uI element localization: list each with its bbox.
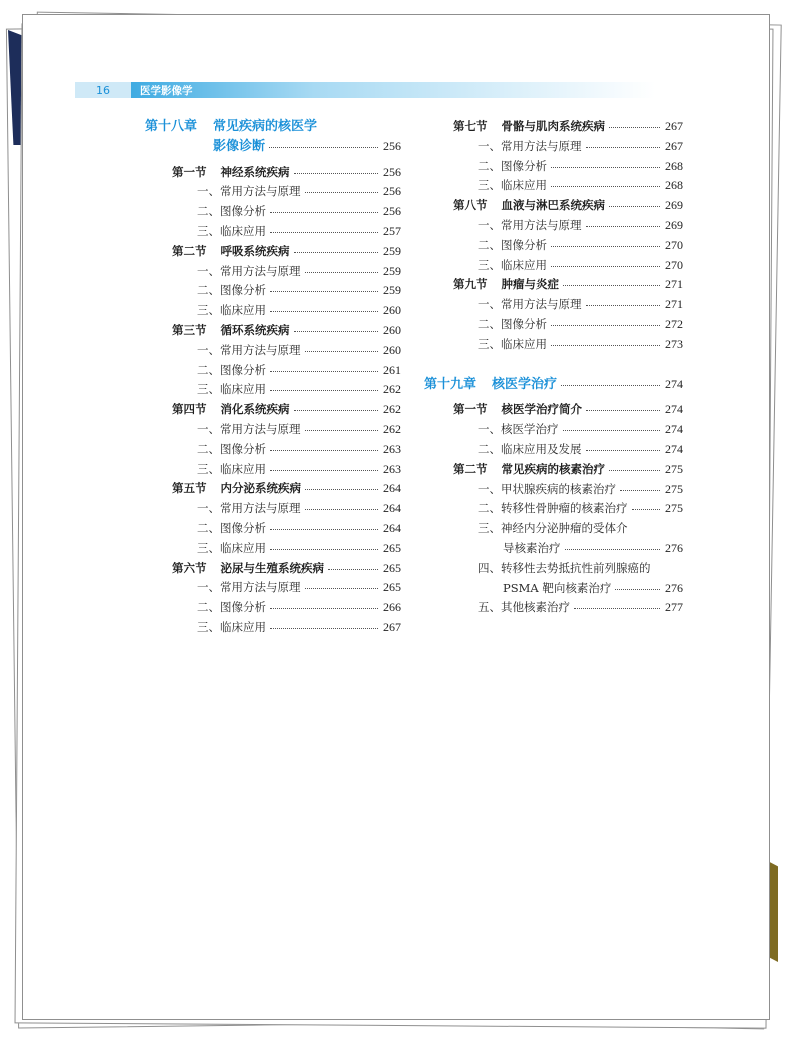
dot-leader (270, 549, 378, 550)
section-entry-number: 第五节 (172, 481, 207, 496)
page-reference: 256 (383, 138, 401, 153)
section-entry-title: 消化系统疾病 (220, 402, 290, 417)
book-title: 医学影像学 (140, 84, 193, 97)
section-entry-title: 泌尿与生殖系统疾病 (220, 560, 324, 575)
subsection-entry (424, 256, 683, 276)
dot-leader (632, 509, 661, 510)
page-reference: 267 (665, 138, 683, 153)
page-reference: 269 (665, 217, 683, 232)
subsection-entry-number: 一、 (197, 501, 220, 516)
subsection-entry-number: 一、 (478, 138, 501, 153)
dot-leader (586, 147, 661, 148)
section-entry-number: 第四节 (172, 402, 207, 417)
dot-leader (551, 266, 660, 267)
subsection-entry-number: 一、 (478, 297, 501, 312)
page-reference: 259 (383, 283, 401, 298)
page-reference: 264 (383, 501, 401, 516)
dot-leader (615, 589, 660, 590)
dot-leader (586, 305, 661, 306)
chapter-heading-continued-title: 影像诊断 (213, 138, 266, 154)
page-reference: 267 (383, 619, 401, 634)
page-reference: 260 (383, 303, 401, 318)
subsection-entry (145, 420, 401, 440)
section-entry-number: 第九节 (453, 277, 488, 292)
subsection-entry-title: 转移性骨肿瘤的核素治疗 (501, 501, 628, 516)
section-entry-number: 第七节 (453, 119, 488, 133)
section-entry (145, 479, 401, 499)
subsection-entry-title: 图像分析 (220, 283, 266, 298)
subsection-entry-continued (424, 539, 683, 559)
subsection-entry-title: 图像分析 (501, 237, 547, 252)
subsection-entry (145, 440, 401, 460)
dot-leader (328, 569, 378, 570)
page-reference: 270 (665, 257, 683, 272)
subsection-entry (145, 262, 401, 282)
subsection-entry-number: 一、 (197, 580, 220, 595)
page-reference: 257 (383, 223, 401, 238)
chapter-heading-continued (145, 137, 401, 157)
page-reference: 262 (383, 402, 401, 417)
subsection-entry-title: 常用方法与原理 (501, 217, 582, 232)
subsection-entry-title: 临床应用 (220, 223, 266, 238)
section-entry-title: 核医学治疗简介 (501, 402, 582, 417)
subsection-entry (424, 236, 683, 256)
subsection-entry-number: 四、 (478, 560, 501, 575)
subsection-entry-number: 二、 (197, 600, 220, 615)
dot-leader (270, 608, 378, 609)
dot-leader (551, 345, 660, 346)
subsection-entry-number: 三、 (197, 223, 220, 238)
page-reference: 274 (665, 441, 683, 456)
subsection-entry (145, 361, 401, 381)
subsection-entry-continued-title: PSMA 靶向核素治疗 (503, 580, 612, 595)
section-entry (424, 117, 683, 137)
dot-leader (620, 490, 660, 491)
page-reference: 274 (665, 402, 683, 417)
dot-leader (609, 470, 660, 471)
subsection-entry-title: 临床应用 (220, 619, 266, 634)
dot-leader (586, 410, 660, 411)
dot-leader (270, 450, 378, 451)
subsection-entry-number: 一、 (197, 184, 220, 199)
dot-leader (563, 430, 661, 431)
subsection-entry-title: 临床应用 (501, 257, 547, 272)
subsection-entry-number: 三、 (478, 178, 501, 193)
toc-right-column (424, 117, 683, 618)
dot-leader (294, 331, 379, 332)
subsection-entry (145, 618, 401, 638)
subsection-entry-number: 二、 (478, 158, 501, 173)
subsection-entry-title: 临床应用及发展 (501, 441, 582, 456)
dot-leader (270, 628, 378, 629)
page-reference: 262 (383, 382, 401, 397)
subsection-entry-number: 二、 (478, 441, 501, 456)
dot-leader (574, 608, 660, 609)
subsection-entry (145, 281, 401, 301)
page-reference: 265 (383, 580, 401, 595)
section-entry-title: 内分泌系统疾病 (220, 481, 301, 496)
subsection-entry (145, 598, 401, 618)
chapter-heading-title: 核医学治疗 (492, 376, 558, 392)
page-reference: 264 (383, 481, 401, 496)
page-reference: 260 (383, 342, 401, 357)
section-entry-number: 第三节 (172, 322, 207, 337)
subsection-entry-number: 一、 (197, 342, 220, 357)
subsection-entry-number: 三、 (478, 257, 501, 272)
section-entry-number: 第六节 (172, 560, 207, 575)
section-entry (424, 196, 683, 216)
page-reference: 256 (383, 184, 401, 199)
subsection-entry-number: 二、 (478, 237, 501, 252)
dot-leader (609, 127, 660, 128)
subsection-entry (145, 202, 401, 222)
dot-leader (270, 212, 378, 213)
section-entry (424, 460, 683, 480)
subsection-entry (424, 598, 683, 618)
page-reference: 276 (665, 580, 683, 595)
page-reference: 273 (665, 336, 683, 351)
subsection-entry (424, 499, 683, 519)
page-reference: 271 (665, 277, 683, 292)
book-title-bar (131, 82, 655, 98)
subsection-entry (424, 176, 683, 196)
subsection-entry-title: 常用方法与原理 (220, 421, 301, 436)
section-entry-title: 肿瘤与炎症 (501, 277, 559, 292)
subsection-entry (145, 222, 401, 242)
subsection-entry-number: 三、 (478, 521, 501, 536)
page-reference: 268 (665, 158, 683, 173)
page-reference: 263 (383, 441, 401, 456)
subsection-entry-number: 一、 (478, 422, 501, 437)
section-entry-number: 第二节 (453, 461, 488, 476)
subsection-entry (424, 440, 683, 460)
chapter-heading-number: 第十九章 (424, 376, 477, 392)
page-reference: 268 (665, 178, 683, 193)
subsection-entry-number: 三、 (197, 382, 220, 397)
page-reference: 275 (665, 501, 683, 516)
subsection-entry-number: 三、 (197, 619, 220, 634)
page-reference: 262 (383, 421, 401, 436)
subsection-entry-title: 常用方法与原理 (220, 501, 301, 516)
subsection-entry-title: 图像分析 (220, 520, 266, 535)
subsection-entry (145, 539, 401, 559)
section-entry-title: 神经系统疾病 (220, 164, 290, 179)
dot-leader (270, 371, 378, 372)
subsection-entry (424, 559, 683, 579)
subsection-entry-number: 二、 (197, 283, 220, 298)
subsection-entry-number: 三、 (197, 540, 220, 555)
subsection-entry-number: 二、 (197, 441, 220, 456)
subsection-entry-number: 一、 (478, 217, 501, 232)
dot-leader (551, 186, 660, 187)
page-number-box (75, 82, 131, 98)
page-reference: 274 (665, 422, 683, 437)
subsection-entry-number: 二、 (197, 362, 220, 377)
section-entry-title: 常见疾病的核素治疗 (501, 461, 605, 476)
page-reference: 256 (383, 164, 401, 179)
subsection-entry-title: 临床应用 (220, 303, 266, 318)
section-entry (145, 400, 401, 420)
subsection-entry-number: 二、 (197, 520, 220, 535)
subsection-entry (145, 519, 401, 539)
subsection-entry-number: 二、 (478, 316, 501, 331)
subsection-entry (424, 420, 683, 440)
dot-leader (305, 509, 379, 510)
subsection-entry-title: 临床应用 (220, 461, 266, 476)
subsection-entry (424, 157, 683, 177)
page-reference: 256 (383, 204, 401, 219)
subsection-entry (145, 341, 401, 361)
running-header (75, 82, 655, 98)
dot-leader (270, 470, 378, 471)
dot-leader (551, 246, 660, 247)
dot-leader (305, 588, 379, 589)
subsection-entry-title: 图像分析 (501, 316, 547, 331)
subsection-entry-title: 图像分析 (220, 204, 266, 219)
subsection-entry (145, 380, 401, 400)
section-entry (424, 275, 683, 295)
dot-leader (270, 529, 378, 530)
subsection-entry-title: 图像分析 (220, 362, 266, 377)
dot-leader (305, 272, 379, 273)
page-reference: 276 (665, 540, 683, 555)
subsection-entry-number: 三、 (478, 336, 501, 351)
page-reference: 275 (665, 461, 683, 476)
subsection-entry-title: 临床应用 (220, 382, 266, 397)
dot-leader (305, 430, 379, 431)
section-entry-title: 血液与淋巴系统疾病 (501, 198, 605, 213)
page-reference: 263 (383, 461, 401, 476)
dot-leader (294, 410, 379, 411)
dot-leader (270, 232, 378, 233)
subsection-entry-title: 临床应用 (501, 178, 547, 193)
section-entry (424, 400, 683, 420)
dot-leader (305, 192, 379, 193)
subsection-entry-title: 常用方法与原理 (501, 138, 582, 153)
section-entry-number: 第一节 (172, 164, 207, 179)
subsection-entry-number: 三、 (197, 303, 220, 318)
subsection-entry-number: 二、 (197, 204, 220, 219)
page-reference: 266 (383, 600, 401, 615)
page-reference: 259 (383, 243, 401, 258)
subsection-entry-title: 常用方法与原理 (220, 184, 301, 199)
subsection-entry-continued (424, 579, 683, 599)
section-entry-number: 第二节 (172, 243, 207, 258)
subsection-entry-title: 图像分析 (220, 441, 266, 456)
subsection-entry-number: 二、 (478, 501, 501, 516)
dot-leader (586, 450, 661, 451)
section-entry-number: 第八节 (453, 198, 488, 213)
dot-leader (294, 173, 379, 174)
subsection-entry-title: 核医学治疗 (501, 422, 559, 437)
subsection-entry (145, 460, 401, 480)
subsection-entry (424, 295, 683, 315)
subsection-entry (424, 137, 683, 157)
dot-leader (609, 206, 660, 207)
subsection-entry (424, 315, 683, 335)
chapter-heading-number: 第十八章 (145, 119, 198, 134)
chapter-heading (424, 375, 683, 395)
section-entry-number: 第一节 (453, 402, 488, 417)
subsection-entry (145, 182, 401, 202)
page-reference: 272 (665, 316, 683, 331)
subsection-entry-title: 神经内分泌肿瘤的受体介 (501, 521, 628, 536)
page-reference: 265 (383, 540, 401, 555)
subsection-entry (424, 216, 683, 236)
subsection-entry (424, 335, 683, 355)
subsection-entry (424, 480, 683, 500)
toc-left-column (145, 117, 401, 638)
subsection-entry-title: 常用方法与原理 (220, 342, 301, 357)
page-reference: 275 (665, 481, 683, 496)
section-entry (145, 559, 401, 579)
dot-leader (305, 489, 378, 490)
subsection-entry-continued-title: 导核素治疗 (503, 540, 561, 555)
page-reference: 274 (665, 376, 683, 391)
page-reference: 264 (383, 520, 401, 535)
subsection-entry-title: 临床应用 (501, 336, 547, 351)
page-reference: 269 (665, 198, 683, 213)
subsection-entry-title: 临床应用 (220, 540, 266, 555)
subsection-entry-number: 一、 (478, 481, 501, 496)
subsection-entry-title: 甲状腺疾病的核素治疗 (501, 481, 616, 496)
subsection-entry-title: 常用方法与原理 (501, 297, 582, 312)
section-entry (145, 242, 401, 262)
page-reference: 259 (383, 263, 401, 278)
dot-leader (551, 167, 660, 168)
subsection-entry-number: 一、 (197, 263, 220, 278)
section-entry (145, 321, 401, 341)
page-reference: 277 (665, 600, 683, 615)
page-reference: 267 (665, 119, 683, 133)
dot-leader (269, 147, 378, 148)
dot-leader (551, 325, 660, 326)
page-number: 16 (96, 83, 110, 97)
subsection-entry-number: 三、 (197, 461, 220, 476)
page-reference: 265 (383, 560, 401, 575)
subsection-entry-title: 常用方法与原理 (220, 263, 301, 278)
subsection-entry-title: 图像分析 (220, 600, 266, 615)
page-reference: 270 (665, 237, 683, 252)
subsection-entry (145, 499, 401, 519)
subsection-entry-title: 其他核素治疗 (501, 600, 570, 615)
chapter-heading-title: 常见疾病的核医学 (213, 119, 318, 134)
chapter-heading (145, 117, 401, 137)
subsection-entry-title: 图像分析 (501, 158, 547, 173)
dot-leader (586, 226, 661, 227)
page-reference: 271 (665, 297, 683, 312)
dot-leader (294, 252, 379, 253)
page-reference: 260 (383, 322, 401, 337)
page-reference: 261 (383, 362, 401, 377)
section-entry-title: 循环系统疾病 (220, 322, 290, 337)
subsection-entry-number: 一、 (197, 421, 220, 436)
section-entry-title: 呼吸系统疾病 (220, 243, 290, 258)
subsection-entry (424, 519, 683, 539)
dot-leader (561, 385, 660, 386)
dot-leader (270, 291, 378, 292)
section-entry (145, 163, 401, 183)
subsection-entry (145, 301, 401, 321)
dot-leader (270, 311, 378, 312)
dot-leader (565, 549, 661, 550)
dot-leader (305, 351, 379, 352)
subsection-entry-title: 常用方法与原理 (220, 580, 301, 595)
subsection-entry-title: 转移性去势抵抗性前列腺癌的 (501, 560, 651, 575)
subsection-entry-number: 五、 (478, 600, 501, 615)
dot-leader (563, 285, 660, 286)
section-entry-title: 骨骼与肌肉系统疾病 (501, 119, 605, 133)
subsection-entry (145, 578, 401, 598)
dot-leader (270, 390, 378, 391)
